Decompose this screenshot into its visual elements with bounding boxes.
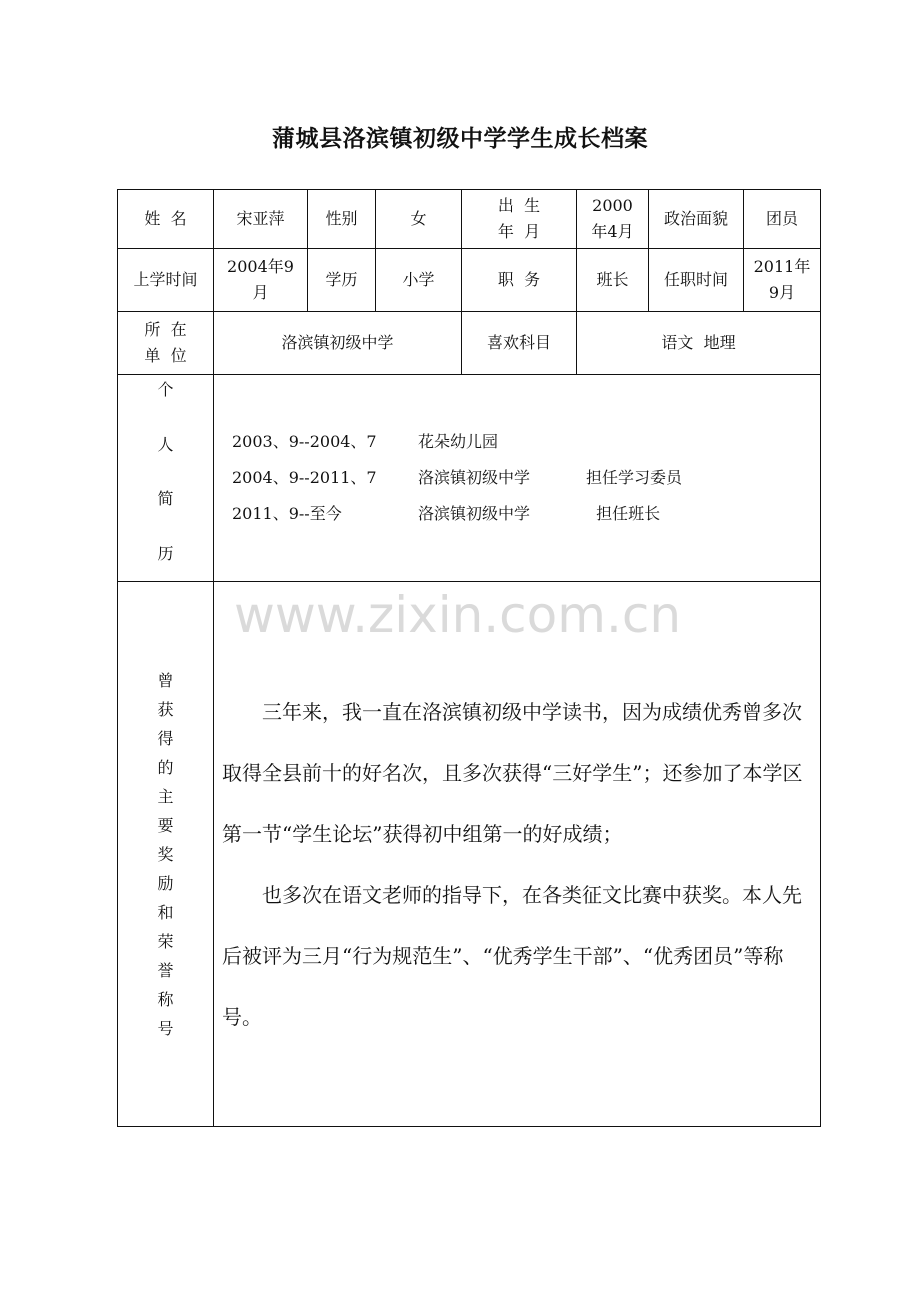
awards-label-char: 奖 (157, 844, 174, 864)
subject-label: 喜欢科目 (462, 312, 577, 375)
awards-label-char: 要 (157, 815, 174, 835)
awards-label-char: 获 (157, 699, 174, 719)
resume-entry (232, 460, 820, 496)
enroll-value (214, 249, 308, 312)
birth-value-line2: 年4月 (591, 222, 634, 241)
awards-label-char: 得 (157, 728, 174, 748)
document-title: 蒲城县洛滨镇初级中学学生成长档案 (272, 126, 648, 152)
resume-role: 担任班长 (586, 504, 661, 523)
awards-label-char: 主 (157, 786, 174, 806)
awards-label-char: 誉 (157, 960, 174, 980)
enroll-label: 上学时间 (118, 249, 214, 312)
resume-label-char: 人 (157, 434, 174, 454)
birth-value (577, 190, 649, 249)
unit-value: 洛滨镇初级中学 (214, 312, 462, 375)
table-row-basic (118, 190, 821, 249)
enroll-value-line1: 2004年9 (227, 257, 294, 276)
awards-label-char: 励 (157, 873, 174, 893)
resume-role: 担任学习委员 (586, 468, 683, 487)
awards-label-char: 和 (157, 902, 174, 922)
table-row-school (118, 249, 821, 312)
resume-place: 洛滨镇初级中学 (418, 504, 531, 523)
unit-label (118, 312, 214, 375)
politics-label: 政治面貌 (649, 190, 744, 249)
resume-entry (232, 496, 820, 532)
name-label: 姓 名 (118, 190, 214, 249)
unit-label-line2: 单 位 (144, 346, 187, 365)
term-value (744, 249, 821, 312)
subject-value: 语文 地理 (577, 312, 821, 375)
resume-label (118, 375, 214, 582)
unit-label-line1: 所 在 (144, 320, 187, 339)
awards-label-char: 的 (157, 757, 174, 777)
watermark: www.zixin.com.cn (234, 586, 682, 644)
resume-period: 2011、9--至今 (232, 504, 342, 523)
awards-label-char: 号 (157, 1018, 174, 1038)
post-value: 班长 (577, 249, 649, 312)
resume-entry (232, 424, 820, 460)
birth-label-line2: 年 月 (497, 222, 541, 241)
term-value-line2: 9月 (768, 283, 796, 302)
table-row-resume (118, 375, 821, 582)
student-record-table (117, 189, 821, 1127)
enroll-value-line2: 月 (252, 283, 269, 302)
resume-content (214, 375, 821, 582)
table-row-unit (118, 312, 821, 375)
education-value: 小学 (376, 249, 462, 312)
resume-label-char: 历 (157, 543, 174, 563)
resume-label-char: 个 (157, 380, 174, 399)
awards-paragraph: 也多次在语文老师的指导下，在各类征文比赛中获奖。本人先后被评为三月“行为规范生”、“优秀学生干部”、“优秀团员”等称号。 (222, 883, 802, 1029)
resume-label-char: 简 (157, 489, 174, 509)
gender-value: 女 (376, 190, 462, 249)
education-label: 学历 (308, 249, 376, 312)
post-label: 职 务 (462, 249, 577, 312)
birth-value-line1: 2000 (592, 196, 633, 215)
politics-value: 团员 (744, 190, 821, 249)
term-label: 任职时间 (649, 249, 744, 312)
birth-label-line1: 出 生 (497, 196, 541, 215)
table-row-awards (118, 582, 821, 1127)
term-value-line1: 2011年 (753, 257, 811, 276)
resume-period: 2003、9--2004、7 (232, 432, 377, 451)
awards-content (214, 582, 821, 1127)
awards-label-char: 荣 (157, 931, 174, 951)
resume-period: 2004、9--2011、7 (232, 468, 377, 487)
resume-place: 花朵幼儿园 (418, 432, 499, 451)
gender-label: 性别 (308, 190, 376, 249)
awards-label-char: 曾 (157, 670, 174, 690)
birth-label (462, 190, 577, 249)
awards-label-char: 称 (157, 989, 174, 1009)
awards-label (118, 582, 214, 1127)
name-value: 宋亚萍 (214, 190, 308, 249)
resume-place: 洛滨镇初级中学 (418, 468, 531, 487)
awards-paragraph: 三年来，我一直在洛滨镇初级中学读书，因为成绩优秀曾多次取得全县前十的好名次，且多次获得“三好学生”；还参加了本学区第一节“学生论坛”获得初中组第一的好成绩； (222, 700, 803, 846)
